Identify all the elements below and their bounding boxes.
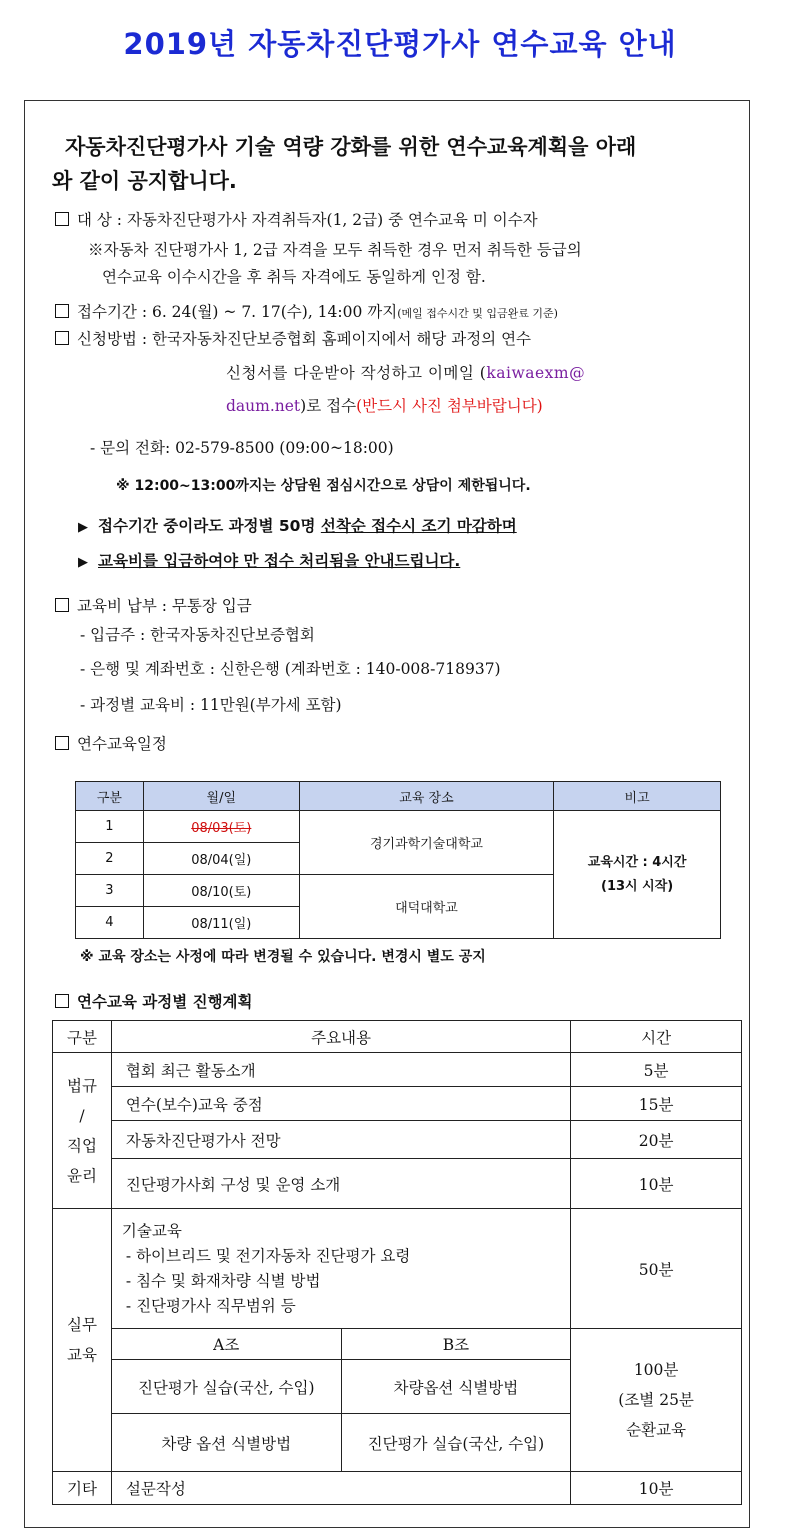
tech-item: - 진단평가사 직무범위 등 bbox=[125, 1296, 296, 1315]
practice-category-line: 교육 bbox=[66, 1346, 97, 1364]
plan-content: 연수(보수)교육 중점 bbox=[111, 1087, 570, 1121]
schedule-no: 4 bbox=[76, 907, 144, 939]
target-item bbox=[55, 208, 538, 230]
notice-payment-required-text: 교육비를 입금하여야 만 접수 처리됨을 안내드립니다. bbox=[98, 552, 461, 570]
tech-content bbox=[111, 1209, 570, 1329]
checkbox-icon bbox=[55, 736, 69, 750]
ethics-category-line: 윤리 bbox=[66, 1166, 97, 1185]
table-row bbox=[53, 1209, 742, 1329]
target-label: 대 상 : 자동차진단평가사 자격취득자(1, 2급) 중 연수교육 미 이수자 bbox=[77, 211, 538, 229]
notice-early-close-text: 접수기간 중이라도 과정별 50명 bbox=[98, 517, 321, 535]
schedule-header-cell: 구분 bbox=[76, 782, 144, 811]
email-part2: daum.net bbox=[226, 397, 301, 415]
payment-bank: - 은행 및 계좌번호 : 신한은행 (계좌번호 : 140-008-718937) bbox=[80, 660, 501, 678]
practice-category-line: 실무 bbox=[66, 1316, 97, 1334]
schedule-no: 2 bbox=[76, 843, 144, 875]
schedule-no: 1 bbox=[76, 811, 144, 843]
schedule-label: 연수교육일정 bbox=[77, 735, 167, 753]
table-row bbox=[53, 1472, 742, 1505]
rotation-a: 진단평가 실습(국산, 수입) bbox=[111, 1360, 341, 1414]
payment-fee: - 과정별 교육비 : 11만원(부가세 포함) bbox=[80, 696, 342, 714]
plan-time: 10분 bbox=[571, 1159, 742, 1209]
plan-header-cell: 주요내용 bbox=[111, 1021, 570, 1053]
apply-item bbox=[55, 327, 531, 349]
plan-header-row bbox=[53, 1021, 742, 1053]
cancelled-date: 08/03(토) bbox=[191, 821, 252, 836]
schedule-header-row bbox=[76, 782, 721, 811]
intro-heading-line2: 와 같이 공지합니다. bbox=[52, 169, 237, 193]
intro-heading-line1: 자동차진단평가사 기술 역량 강화를 위한 연수교육계획을 아래 bbox=[65, 135, 637, 159]
apply-line3-text: )로 접수 bbox=[300, 397, 357, 415]
rotation-time bbox=[571, 1329, 742, 1472]
schedule-header-cell: 월/일 bbox=[143, 782, 299, 811]
schedule-venue: 경기과학기술대학교 bbox=[299, 811, 554, 875]
plan-header-cell: 시간 bbox=[571, 1021, 742, 1053]
notice-payment-required bbox=[78, 549, 460, 571]
page-title: 2019년 자동차진단평가사 연수교육 안내 bbox=[123, 27, 677, 61]
plan-content: 진단평가사회 구성 및 운영 소개 bbox=[111, 1159, 570, 1209]
apply-line3 bbox=[226, 394, 543, 416]
plan-time: 20분 bbox=[571, 1121, 742, 1159]
rotation-time-line: 순환교육 bbox=[626, 1421, 687, 1439]
plan-time: 5분 bbox=[571, 1053, 742, 1087]
photo-required-note: (반드시 사진 첨부바랍니다) bbox=[356, 397, 543, 415]
group-b-header: B조 bbox=[341, 1329, 571, 1360]
tech-item: - 침수 및 화재차량 식별 방법 bbox=[125, 1271, 321, 1290]
table-row bbox=[53, 1087, 742, 1121]
table-row bbox=[53, 1159, 742, 1209]
schedule-venue: 대덕대학교 bbox=[299, 875, 554, 939]
checkbox-icon bbox=[55, 598, 69, 612]
plan-time: 15분 bbox=[571, 1087, 742, 1121]
apply-line2-text: 신청서를 다운받아 작성하고 이메일 ( bbox=[226, 364, 487, 382]
schedule-date: 08/10(토) bbox=[143, 875, 299, 907]
plan-time: 10분 bbox=[571, 1472, 742, 1505]
plan-content: 자동차진단평가사 전망 bbox=[111, 1121, 570, 1159]
group-a-header: A조 bbox=[111, 1329, 341, 1360]
rotation-b: 차량옵션 식별방법 bbox=[341, 1360, 571, 1414]
triangle-right-icon: ▶ bbox=[78, 520, 88, 535]
plan-table bbox=[52, 1020, 742, 1505]
tech-title: 기술교육 bbox=[121, 1221, 182, 1240]
checkbox-icon bbox=[55, 212, 69, 226]
plan-content: 협회 최근 활동소개 bbox=[111, 1053, 570, 1087]
rotation-time-line: 100분 bbox=[633, 1361, 679, 1379]
plan-time: 50분 bbox=[571, 1209, 742, 1329]
schedule-table bbox=[75, 781, 721, 939]
target-note-line1: ※자동차 진단평가사 1, 2급 자격을 모두 취득한 경우 먼저 취득한 등급의 bbox=[88, 241, 582, 259]
target-note-line2: 연수교육 이수시간을 후 취득 자격에도 동일하게 인정 함. bbox=[102, 268, 486, 286]
table-row bbox=[53, 1329, 742, 1360]
rotation-time-line: (조별 25분 bbox=[618, 1391, 694, 1409]
triangle-right-icon: ▶ bbox=[78, 555, 88, 570]
plan-label: 연수교육 과정별 진행계획 bbox=[77, 993, 253, 1011]
table-row bbox=[76, 811, 721, 843]
schedule-header-cell: 비고 bbox=[554, 782, 721, 811]
ethics-category-line: 법규 bbox=[66, 1076, 97, 1095]
schedule-footnote: ※ 교육 장소는 사정에 따라 변경될 수 있습니다. 변경시 별도 공지 bbox=[80, 949, 486, 965]
ethics-category bbox=[53, 1053, 112, 1209]
checkbox-icon bbox=[55, 331, 69, 345]
remark-line2: (13시 시작) bbox=[601, 878, 674, 894]
checkbox-icon bbox=[55, 304, 69, 318]
schedule-header-cell: 교육 장소 bbox=[299, 782, 554, 811]
plan-item bbox=[55, 990, 253, 1012]
tech-item: - 하이브리드 및 전기자동차 진단평가 요령 bbox=[125, 1246, 411, 1265]
remark-line1: 교육시간 : 4시간 bbox=[587, 854, 687, 870]
payment-depositor: - 입금주 : 한국자동차진단보증협회 bbox=[80, 626, 315, 644]
reception-period-label: 접수기간 : 6. 24(월) ~ 7. 17(수), 14:00 까지 bbox=[77, 303, 398, 321]
rotation-b: 진단평가 실습(국산, 수입) bbox=[341, 1414, 571, 1472]
schedule-remark bbox=[554, 811, 721, 939]
table-row bbox=[53, 1121, 742, 1159]
ethics-category-line: / bbox=[79, 1106, 85, 1125]
plan-header-cell: 구분 bbox=[53, 1021, 112, 1053]
apply-line1: 신청방법 : 한국자동차진단보증협회 홈페이지에서 해당 과정의 연수 bbox=[77, 330, 532, 348]
ethics-category-line: 직업 bbox=[66, 1136, 97, 1155]
etc-category: 기타 bbox=[53, 1472, 112, 1505]
reception-period-item bbox=[55, 300, 558, 322]
inquiry-phone: - 문의 전화: 02-579-8500 (09:00~18:00) bbox=[90, 439, 394, 457]
reception-period-small: (메일 접수시간 및 입금완료 기준) bbox=[397, 307, 558, 320]
schedule-date: 08/04(일) bbox=[143, 843, 299, 875]
rotation-a: 차량 옵션 식별방법 bbox=[111, 1414, 341, 1472]
table-row bbox=[53, 1053, 742, 1087]
notice-early-close bbox=[78, 514, 517, 536]
checkbox-icon bbox=[55, 994, 69, 1008]
email-part1: kaiwaexm@ bbox=[486, 364, 586, 382]
practice-category bbox=[53, 1209, 112, 1472]
schedule-item bbox=[55, 732, 167, 754]
lunch-notice: ※ 12:00~13:00까지는 상담원 점심시간으로 상담이 제한됩니다. bbox=[116, 478, 531, 494]
schedule-date bbox=[143, 811, 299, 843]
schedule-no: 3 bbox=[76, 875, 144, 907]
notice-early-close-underlined: 선착순 접수시 조기 마감하며 bbox=[320, 517, 517, 535]
payment-item bbox=[55, 594, 252, 616]
plan-content: 설문작성 bbox=[111, 1472, 570, 1505]
apply-line2 bbox=[226, 361, 585, 383]
payment-label: 교육비 납부 : 무통장 입금 bbox=[77, 597, 252, 615]
schedule-date: 08/11(일) bbox=[143, 907, 299, 939]
